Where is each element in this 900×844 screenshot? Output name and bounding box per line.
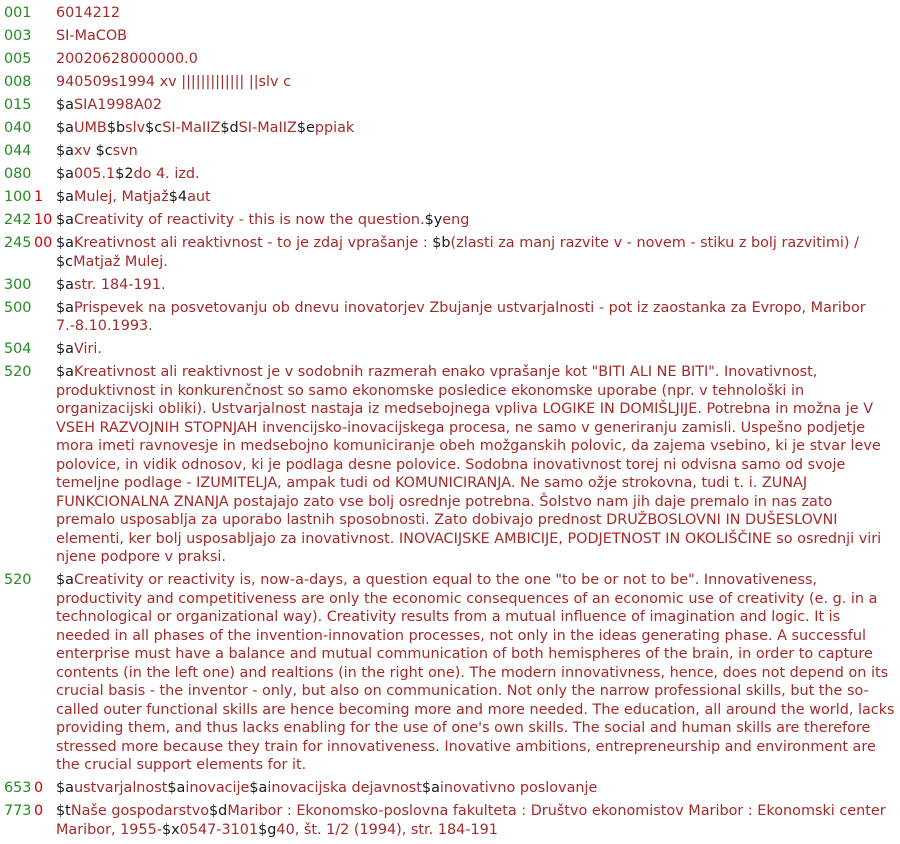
field-content [56, 571, 898, 775]
subfield-code: $c [56, 253, 74, 270]
field-content [56, 363, 898, 567]
subfield-value: Kreativnost ali reaktivnost je v sodobnih razmerah enako vprašanje kot "BITI ALI NE BITI". Inovativnost, produktivnost in konkurenčnost so samo ekonomske posledice ekonomske uporabe (npr. v tehnološki in organizacijski obliki). Ustvarjalnost nastaja iz medsebojnega vpliva LOGIKE IN DOMIŠLJIJE. Potrebna in možna je V VSEH RAZVOJNIH STOPNJAH invencijsko-inovacijskega procesa, ne samo v generiranju zamisli. Uspešno podjetje mora imeti ravnovesje in medsebojno komuniciranje obeh možganskih polovic, da zajema vsebino, ki je stvar leve polovice, in vidik odnosov, ki je podlaga desne polovice. Sodobna inovativnost torej ni odvisna samo od svoje temeljne podlage - IZUMITELJA, ampak tudi od KOMUNICIRANJA. Ne samo ožje strokovna, tudi t. i. ZUNAJ FUNKCIONALNA ZNANJA postajajo zato vse bolj osrednje potrebna. Šolstvo nam jih daje premalo in nas zato premalo usposablja za uporabo lastnih sposobnosti. Zato dobivajo prednost DRUŽBOSLOVNI IN DUŠESLOVNI elementi, ker bolj usposabljajo za inovativnost. INOVACIJSKE AMBICIJE, PODJETNOST IN OKOLIŠČINE so osrednji viri njene podpore v praksi. [56, 364, 882, 565]
field-tag: 001 [4, 5, 32, 21]
subfield-value: ustvarjalnost [73, 780, 168, 796]
subfield-value: Matjaž Mulej. [73, 253, 168, 270]
field-content [56, 340, 898, 359]
field-tag: 040 [4, 120, 32, 136]
field-content [56, 96, 898, 115]
marc-field-520 [4, 363, 898, 567]
field-indicator: 0 [34, 803, 44, 819]
marc-field-520 [4, 571, 898, 775]
subfield-value: xv [73, 143, 96, 159]
marc-field-500 [4, 299, 898, 336]
subfield-value: Viri. [73, 341, 102, 357]
subfield-value: 20020628000000.0 [56, 51, 198, 67]
marc-field-300 [4, 276, 898, 295]
subfield-code: $d [220, 120, 239, 136]
field-tag: 504 [4, 341, 32, 357]
subfield-value: Prispevek na posvetovanju ob dnevu inovatorjev Zbujanje ustvarjalnosti - pot iz zaostanka za Evropo, Maribor 7.-8.10.1993. [56, 299, 866, 334]
subfield-code: $a [56, 235, 74, 251]
field-content [56, 802, 898, 839]
field-content [56, 276, 898, 295]
subfield-value: Mulej, Matjaž [73, 189, 169, 205]
subfield-value: UMB [73, 120, 107, 136]
subfield-value: Creativity of reactivity - this is now the question. [73, 212, 425, 228]
marc-field-001 [4, 4, 898, 23]
subfield-code: $a [56, 166, 74, 182]
marc-field-100 [4, 188, 898, 207]
field-tag: 015 [4, 97, 32, 113]
subfield-value: SI-MaCOB [56, 28, 128, 44]
subfield-value: Creativity or reactivity is, now-a-days, a question equal to the one "to be or not to be". Innovativeness, productivity and competitiveness are only the economic consequences of an economic use of creativity (e. g. in a technological or organizational way). Creativity results from a mutual influence of imagination and logic. It is needed in all phases of the invention-innovation processes, not only in the ideas generating phase. A successful enterprise must have a balance and mutual communication of both hemispheres of the brain, in order to capture contents (in the left one) and realtions (in the right one). The modern innovativness, hence, does not depend on its crucial basis - the inventor - only, but also on communication. Not only the narrow professional skills, but the so-called outer functional skills are hence becoming more and more needed. The education, all around the world, lacks providing them, and thus lacks enabling for the use of one's own skills. The social and human skills are therefore stressed more because they train for innovativeness. Inovative ambitions, entrepreneurship and environment are the crucial support elements for it. [56, 572, 895, 773]
subfield-code: $a [56, 212, 74, 228]
field-content [56, 50, 898, 69]
subfield-code: $a [421, 780, 440, 796]
marc-field-040 [4, 119, 898, 138]
field-indicator: 1 [34, 189, 44, 205]
subfield-value: inovacijska dejavnost [267, 780, 422, 796]
field-content [56, 779, 898, 798]
subfield-value: ppiak [314, 120, 355, 136]
marc-field-044 [4, 142, 898, 161]
subfield-code: $d [209, 803, 228, 819]
subfield-code: $a [56, 143, 74, 159]
field-tag: 520 [4, 364, 32, 380]
subfield-value: slv [125, 120, 146, 136]
subfield-code: $x [161, 821, 180, 838]
field-indicator: 00 [34, 235, 53, 251]
field-tag: 653 [4, 780, 32, 796]
subfield-code: $a [56, 341, 74, 357]
subfield-code: $a [56, 780, 74, 796]
subfield-code: $c [145, 120, 163, 136]
field-tag: 008 [4, 74, 32, 90]
field-content [56, 142, 898, 161]
field-tag: 003 [4, 28, 32, 44]
subfield-value: Kreativnost ali reaktivnost - to je zdaj vprašanje : [73, 235, 433, 251]
subfield-value: 6014212 [56, 5, 121, 21]
subfield-code: $e [296, 120, 315, 136]
subfield-code: $2 [115, 166, 134, 182]
subfield-code: $c [95, 143, 113, 159]
field-content [56, 165, 898, 184]
field-tag: 080 [4, 166, 32, 182]
subfield-value: aut [187, 189, 211, 205]
field-content [56, 299, 898, 336]
subfield-value: 940509s1994 xv ||||||||||||| ||slv c [56, 74, 292, 90]
subfield-value: str. 184-191. [73, 276, 166, 293]
subfield-code: $g [258, 821, 277, 838]
subfield-value: inovacije [185, 780, 250, 796]
field-content [56, 188, 898, 207]
subfield-value: svn [112, 143, 138, 159]
field-tag: 044 [4, 143, 32, 159]
subfield-code: $a [56, 189, 74, 205]
field-content [56, 4, 898, 23]
marc-field-653 [4, 779, 898, 798]
subfield-code: $4 [168, 189, 188, 205]
field-tag: 300 [4, 276, 32, 293]
subfield-code: $a [167, 780, 186, 796]
field-content [56, 211, 898, 230]
marc-field-245 [4, 234, 898, 271]
subfield-code: $y [424, 212, 443, 228]
field-tag: 500 [4, 299, 32, 316]
subfield-code: $b [432, 235, 451, 251]
subfield-value: do 4. izd. [133, 166, 200, 182]
subfield-value: 40, št. 1/2 (1994), str. 184-191 [276, 821, 498, 838]
subfield-value: SI-MaIIZ [162, 120, 221, 136]
marc-field-008 [4, 73, 898, 92]
field-tag: 242 [4, 212, 32, 228]
subfield-value: 005.1 [73, 166, 116, 182]
subfield-code: $a [56, 364, 74, 380]
marc-field-015 [4, 96, 898, 115]
marc-field-504 [4, 340, 898, 359]
field-tag: 245 [4, 235, 32, 251]
marc-field-773 [4, 802, 898, 839]
marc-field-242 [4, 211, 898, 230]
subfield-value: eng [442, 212, 470, 228]
subfield-value: (zlasti za manj razvite v - novem - stiku z bolj razvitimi) / [450, 235, 859, 251]
subfield-code: $a [56, 299, 74, 316]
marc-record [4, 4, 898, 844]
subfield-value: 0547-3101 [179, 821, 259, 838]
field-tag: 520 [4, 572, 32, 588]
field-tag: 100 [4, 189, 32, 205]
marc-field-005 [4, 50, 898, 69]
field-content [56, 73, 898, 92]
subfield-code: $a [56, 276, 74, 293]
subfield-code: $a [56, 572, 74, 588]
field-content [56, 119, 898, 138]
field-tag: 005 [4, 51, 32, 67]
subfield-code: $b [106, 120, 126, 136]
subfield-code: $t [56, 803, 71, 819]
subfield-code: $a [56, 120, 74, 136]
field-content [56, 234, 898, 271]
field-indicator: 0 [34, 780, 44, 796]
marc-field-003 [4, 27, 898, 46]
subfield-value: Maribor : Ekonomsko-poslovna fakulteta : Društvo ekonomistov Maribor : Ekonomski center Maribor, 1955- [56, 803, 886, 838]
subfield-code: $a [249, 780, 268, 796]
marc-field-080 [4, 165, 898, 184]
field-tag: 773 [4, 803, 32, 819]
field-indicator: 10 [34, 212, 53, 228]
subfield-value: SI-MaIIZ [238, 120, 297, 136]
field-content [56, 27, 898, 46]
subfield-value: SIA1998A02 [73, 97, 162, 113]
subfield-code: $a [56, 97, 74, 113]
subfield-value: Naše gospodarstvo [70, 803, 210, 819]
subfield-value: inovativno poslovanje [439, 780, 598, 796]
